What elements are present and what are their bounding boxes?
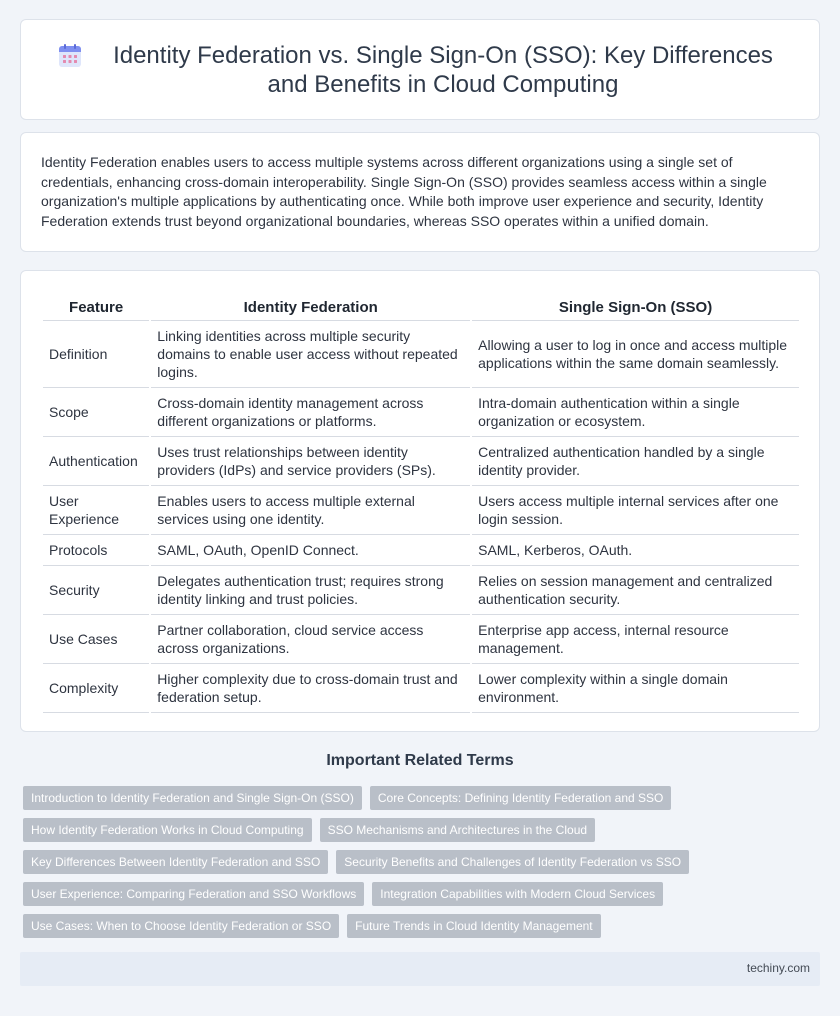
comparison-table (41, 293, 801, 713)
table-row (43, 566, 799, 615)
related-term-link[interactable]: Security Benefits and Challenges of Identity Federation vs SSO (336, 850, 689, 874)
federation-cell: Enables users to access multiple external services using one identity. (151, 486, 470, 535)
sso-cell: Users access multiple internal services after one login session. (472, 486, 799, 535)
related-terms-list (23, 786, 703, 938)
related-term-link[interactable]: Key Differences Between Identity Federation and SSO (23, 850, 328, 874)
feature-cell: Complexity (43, 664, 149, 713)
footer (20, 952, 820, 986)
sso-cell: Relies on session management and centralized authentication security. (472, 566, 799, 615)
calendar-icon (57, 43, 83, 69)
intro-paragraph: Identity Federation enables users to access multiple systems across different organizations using a single set of credentials, enhancing cross-domain interoperability. Single Sign-On (SSO) provides seamless access within a single organization's multiple applications by authenticating once. While both improve user experience and security, Identity Federation extends trust beyond organizational boundaries, whereas SSO operates within a unified domain. (41, 154, 767, 229)
column-header-identity-federation: Identity Federation (151, 293, 470, 321)
related-term-link[interactable]: Introduction to Identity Federation and Single Sign-On (SSO) (23, 786, 362, 810)
feature-cell: Security (43, 566, 149, 615)
related-term-link[interactable]: How Identity Federation Works in Cloud Computing (23, 818, 312, 842)
intro-card (20, 132, 820, 252)
table-row (43, 615, 799, 664)
federation-cell: SAML, OAuth, OpenID Connect. (151, 535, 470, 566)
table-row (43, 388, 799, 437)
feature-cell: Definition (43, 321, 149, 388)
table-header-row (43, 293, 799, 321)
header-card (20, 19, 820, 120)
table-row (43, 535, 799, 566)
federation-cell: Cross-domain identity management across different organizations or platforms. (151, 388, 470, 437)
related-term-link[interactable]: Use Cases: When to Choose Identity Federation or SSO (23, 914, 339, 938)
sso-cell: Allowing a user to log in once and access multiple applications within the same domain seamlessly. (472, 321, 799, 388)
sso-cell: Centralized authentication handled by a single identity provider. (472, 437, 799, 486)
feature-cell: User Experience (43, 486, 149, 535)
related-term-link[interactable]: Core Concepts: Defining Identity Federation and SSO (370, 786, 672, 810)
related-term-link[interactable]: Integration Capabilities with Modern Cloud Services (372, 882, 663, 906)
feature-cell: Protocols (43, 535, 149, 566)
related-term-link[interactable]: SSO Mechanisms and Architectures in the Cloud (320, 818, 595, 842)
table-row (43, 321, 799, 388)
sso-cell: SAML, Kerberos, OAuth. (472, 535, 799, 566)
feature-cell: Authentication (43, 437, 149, 486)
related-term-link[interactable]: User Experience: Comparing Federation and SSO Workflows (23, 882, 364, 906)
sso-cell: Intra-domain authentication within a single organization or ecosystem. (472, 388, 799, 437)
federation-cell: Partner collaboration, cloud service access across organizations. (151, 615, 470, 664)
federation-cell: Delegates authentication trust; requires strong identity linking and trust policies. (151, 566, 470, 615)
site-name[interactable]: techiny.com (746, 961, 810, 975)
federation-cell: Uses trust relationships between identity providers (IdPs) and service providers (SPs). (151, 437, 470, 486)
table-row (43, 437, 799, 486)
column-header-sso: Single Sign-On (SSO) (472, 293, 799, 321)
table-row (43, 486, 799, 535)
feature-cell: Use Cases (43, 615, 149, 664)
federation-cell: Higher complexity due to cross-domain trust and federation setup. (151, 664, 470, 713)
comparison-card (20, 270, 820, 732)
related-terms-title: Important Related Terms (326, 752, 514, 769)
federation-cell: Linking identities across multiple security domains to enable user access without repeated logins. (151, 321, 470, 388)
page-title: Identity Federation vs. Single Sign-On (SSO): Key Differences and Benefits in Cloud Computing (113, 41, 773, 98)
feature-cell: Scope (43, 388, 149, 437)
sso-cell: Lower complexity within a single domain environment. (472, 664, 799, 713)
table-row (43, 664, 799, 713)
related-term-link[interactable]: Future Trends in Cloud Identity Management (347, 914, 600, 938)
column-header-feature: Feature (43, 293, 149, 321)
sso-cell: Enterprise app access, internal resource management. (472, 615, 799, 664)
